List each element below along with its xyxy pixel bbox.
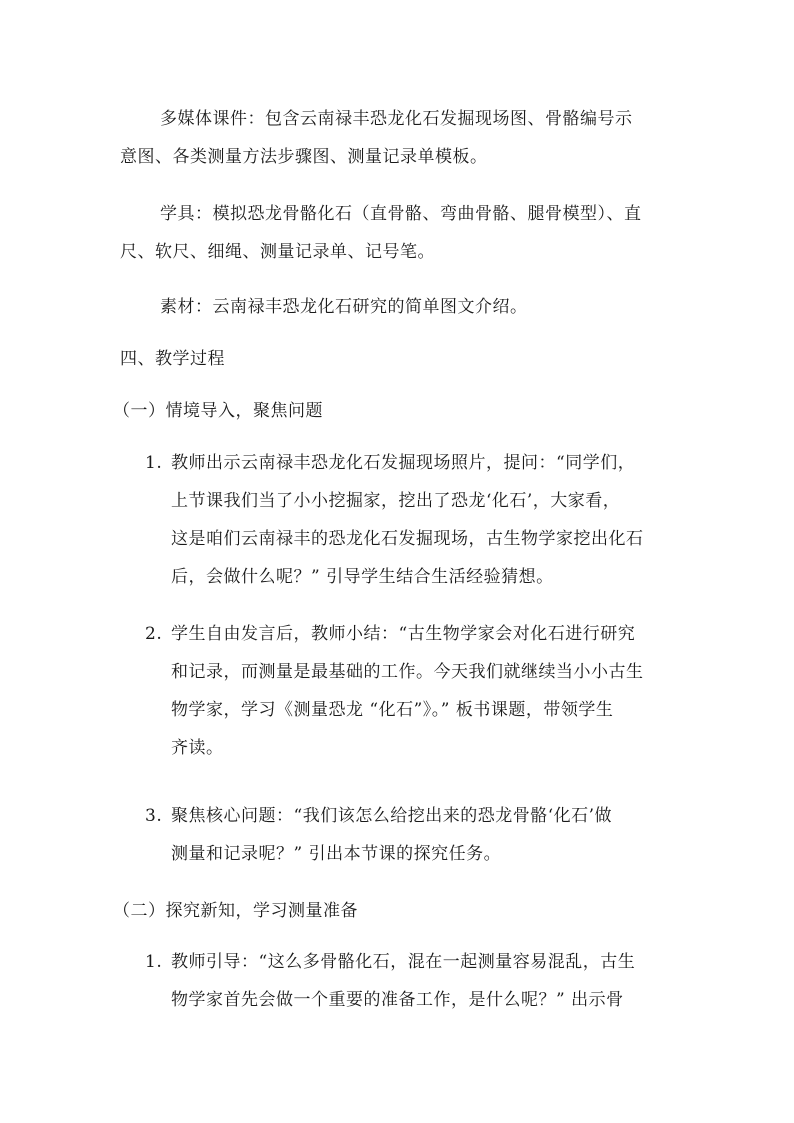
list-number: 3.	[145, 806, 163, 826]
list-number: 1.	[145, 952, 163, 972]
list-item	[145, 615, 685, 767]
text-line: 物学家，学习《测量恐龙 “化石”》。” 板书课题，带领学生	[171, 700, 614, 720]
list-item	[145, 943, 685, 1019]
text-line: 学生自由发言后，教师小结：“古生物学家会对化石进行研究	[171, 624, 636, 644]
text-line: 素材：云南禄丰恐龙化石研究的简单图文介绍。	[160, 297, 528, 317]
list-item	[145, 444, 685, 596]
text-line: 尺、软尺、细绳、测量记录单、记号笔。	[120, 242, 435, 262]
list-number: 1.	[145, 453, 163, 473]
text-line: 后，会做什么呢？” 引导学生结合生活经验猜想。	[171, 567, 554, 587]
text-line: 学具：模拟恐龙骨骼化石（直骨骼、弯曲骨骼、腿骨模型）、直	[160, 204, 642, 224]
section-heading: 四、教学过程	[120, 349, 225, 369]
paragraph-resources	[120, 288, 680, 326]
text-line: 聚焦核心问题：“我们该怎么给挖出来的恐龙骨骼‘化石’做	[171, 806, 612, 826]
list-item	[145, 797, 685, 873]
text-line: 物学家首先会做一个重要的准备工作，是什么呢？” 出示骨	[171, 990, 624, 1010]
paragraph-courseware	[120, 100, 680, 176]
text-line: 这是咱们云南禄丰的恐龙化石发掘现场，古生物学家挖出化石	[171, 529, 644, 549]
subsection-heading: （一）情境导入，聚焦问题	[113, 401, 323, 421]
text-line: 教师出示云南禄丰恐龙化石发掘现场照片，提问：“同学们，	[171, 453, 636, 473]
list-number: 2.	[145, 624, 163, 644]
text-line: 意图、各类测量方法步骤图、测量记录单模板。	[120, 147, 488, 167]
text-line: 和记录，而测量是最基础的工作。今天我们就继续当小小古生	[171, 662, 644, 682]
text-line: 多媒体课件：包含云南禄丰恐龙化石发掘现场图、骨骼编号示	[160, 109, 633, 129]
text-line: 上节课我们当了小小挖掘家，挖出了恐龙‘化石’，大家看，	[171, 491, 621, 511]
subsection-heading: （二）探究新知，学习测量准备	[113, 901, 358, 921]
text-line: 教师引导：“这么多骨骼化石，混在一起测量容易混乱，古生	[171, 952, 636, 972]
text-line: 齐读。	[171, 738, 224, 758]
paragraph-tools	[120, 195, 680, 271]
text-line: 测量和记录呢？” 引出本节课的探究任务。	[171, 844, 502, 864]
